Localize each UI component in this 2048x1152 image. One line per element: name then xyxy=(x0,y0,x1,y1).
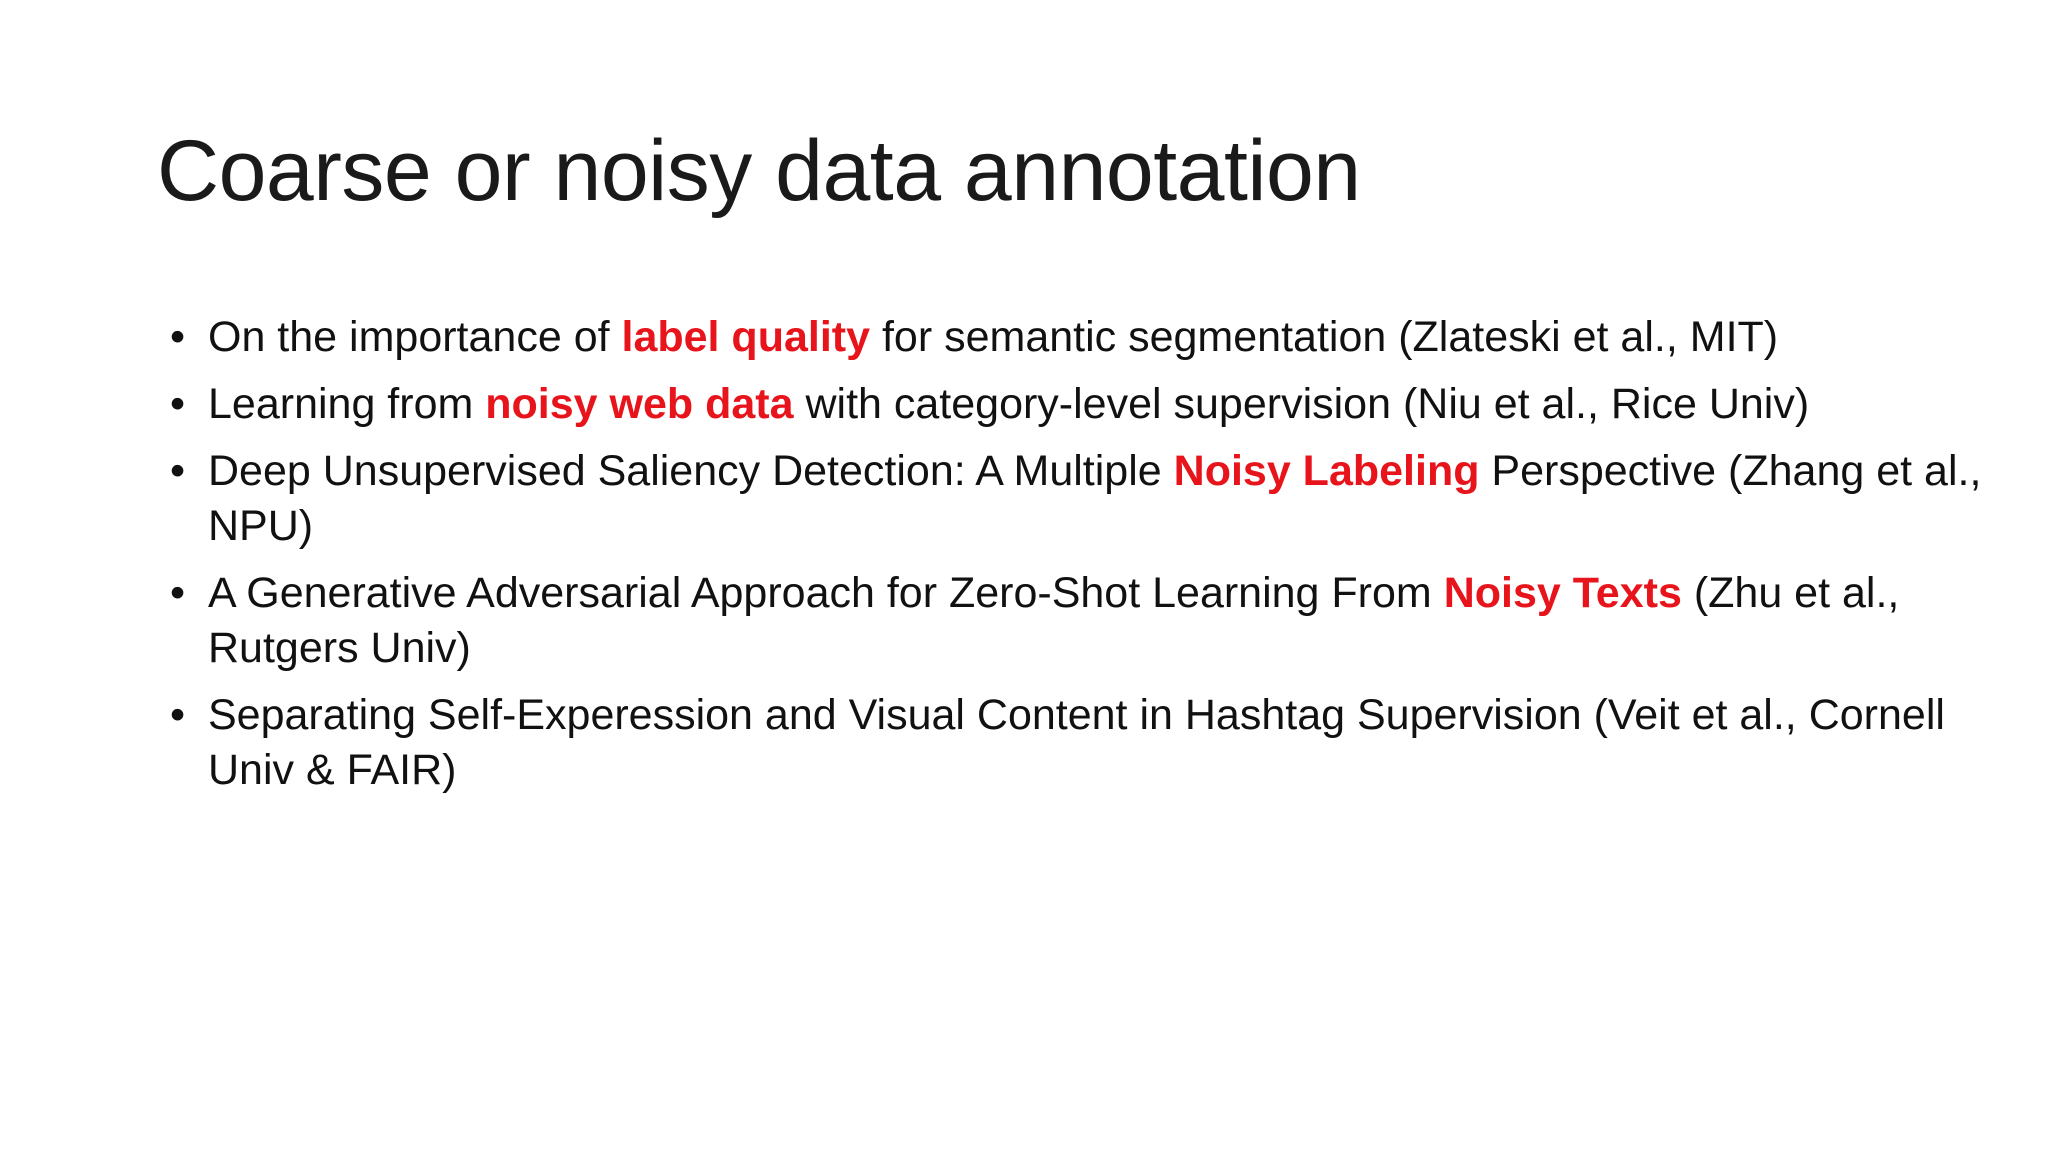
bullet-text: A Generative Adversarial Approach for Zero-Shot Learning From xyxy=(208,569,1444,617)
bullet-text: Learning from xyxy=(208,380,486,428)
bullet-marker: • xyxy=(170,447,186,495)
bullet-text: for semantic segmentation (Zlateski et al., MIT) xyxy=(870,313,1779,361)
bullet-list xyxy=(170,310,1990,810)
bullet-item xyxy=(170,688,1990,798)
highlighted-term: Noisy Texts xyxy=(1443,569,1682,617)
bullet-item xyxy=(170,566,1990,676)
bullet-text: On the importance of xyxy=(208,313,622,361)
bullet-item xyxy=(170,444,1990,554)
bullet-marker: • xyxy=(170,691,186,739)
highlighted-term: label quality xyxy=(621,313,871,361)
bullet-text: (Zhu et al., Rutgers Univ) xyxy=(208,569,1900,672)
highlighted-term: noisy web data xyxy=(485,380,794,428)
bullet-item xyxy=(170,377,1990,432)
bullet-text: Perspective (Zhang et al., NPU) xyxy=(208,447,1982,550)
highlighted-term: Noisy Labeling xyxy=(1173,447,1480,495)
bullet-text: Deep Unsupervised Saliency Detection: A Multiple xyxy=(208,447,1174,495)
bullet-marker: • xyxy=(170,569,186,617)
bullet-item xyxy=(170,310,1990,365)
bullet-marker: • xyxy=(170,313,186,361)
bullet-text: with category-level supervision (Niu et al., Rice Univ) xyxy=(793,380,1810,428)
bullet-marker: • xyxy=(170,380,186,428)
bullet-text: Separating Self-Experession and Visual Content in Hashtag Supervision (Veit et al., Cornell Univ & FAIR) xyxy=(208,691,1945,794)
slide-title: Coarse or noisy data annotation xyxy=(157,123,1361,219)
